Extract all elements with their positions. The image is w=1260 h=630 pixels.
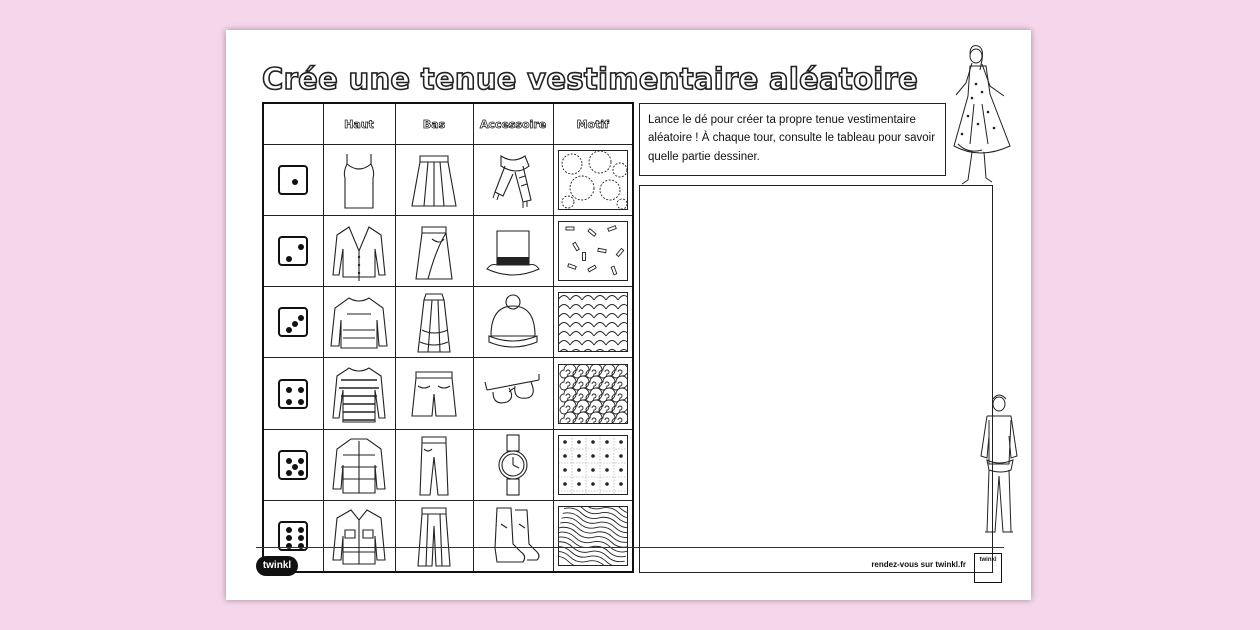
instructions-box: Lance le dé pour créer ta propre tenue vestimentaire aléatoire ! À chaque tour, consulte le tableau pour savoir quelle partie dessiner.	[639, 103, 946, 176]
striped-top-icon	[327, 362, 391, 426]
cell-haut	[323, 287, 395, 358]
die-cell	[263, 358, 323, 429]
grid-dots-pattern-icon	[558, 435, 628, 495]
cell-bas	[395, 145, 473, 216]
quality-badge: twinkl	[974, 553, 1002, 583]
column-header-bas: Bas	[395, 103, 473, 145]
scales-pattern-icon	[558, 292, 628, 352]
dice-3-icon	[278, 307, 308, 337]
column-header-motif: Motif	[553, 103, 633, 145]
dice-1-icon	[278, 165, 308, 195]
footer-divider	[256, 547, 1004, 548]
die-pip	[298, 458, 304, 464]
dice-5-icon	[278, 450, 308, 480]
cell-motif	[553, 500, 633, 572]
waves-pattern-icon	[558, 506, 628, 566]
cell-bas	[395, 358, 473, 429]
column-header-haut: Haut	[323, 103, 395, 145]
cell-haut	[323, 145, 395, 216]
table-header-row	[263, 103, 633, 145]
dice-2-icon	[278, 236, 308, 266]
dice-4-icon	[278, 379, 308, 409]
die-pip	[286, 387, 292, 393]
top-hat-icon	[481, 219, 545, 283]
cell-motif	[553, 145, 633, 216]
trousers-icon	[402, 433, 466, 497]
website-link[interactable]: rendez-vous sur twinkl.fr	[871, 560, 966, 569]
cell-accessoire	[473, 287, 553, 358]
table-row	[263, 287, 633, 358]
denim-jacket-icon	[327, 504, 391, 568]
cell-accessoire	[473, 429, 553, 500]
twinkl-logo[interactable]: twinkl	[256, 556, 298, 576]
die-pip	[292, 179, 298, 185]
swirls-pattern-icon	[558, 364, 628, 424]
die-pip	[292, 321, 298, 327]
corner-cell	[263, 103, 323, 145]
cell-accessoire	[473, 500, 553, 572]
cell-motif	[553, 216, 633, 287]
woman-figure-icon	[948, 44, 1018, 186]
table-row	[263, 500, 633, 572]
sweater-icon	[327, 290, 391, 354]
die-pip	[298, 535, 304, 541]
die-pip	[298, 399, 304, 405]
long-skirt-icon	[402, 290, 466, 354]
die-pip	[286, 327, 292, 333]
skirt-icon	[402, 148, 466, 212]
die-cell	[263, 145, 323, 216]
tank-top-icon	[327, 148, 391, 212]
cell-motif	[553, 429, 633, 500]
die-pip	[286, 527, 292, 533]
cardigan-icon	[327, 219, 391, 283]
sunglasses-icon	[481, 362, 545, 426]
table-row	[263, 145, 633, 216]
cell-bas	[395, 287, 473, 358]
cell-accessoire	[473, 145, 553, 216]
cell-accessoire	[473, 358, 553, 429]
worksheet-title: Crée une tenue vestimentaire aléatoire	[262, 62, 919, 96]
scarf-icon	[481, 148, 545, 212]
man-figure-icon	[971, 390, 1029, 542]
cell-bas	[395, 216, 473, 287]
die-cell	[263, 216, 323, 287]
rectangles-pattern-icon	[558, 221, 628, 281]
wide-trousers-icon	[402, 504, 466, 568]
die-cell	[263, 429, 323, 500]
wrap-skirt-icon	[402, 219, 466, 283]
cell-motif	[553, 287, 633, 358]
die-pip	[286, 256, 292, 262]
cowboy-boots-icon	[481, 504, 545, 568]
table-row	[263, 216, 633, 287]
circles-pattern-icon	[558, 150, 628, 210]
puffer-jacket-icon	[327, 433, 391, 497]
die-pip	[292, 464, 298, 470]
cell-haut	[323, 358, 395, 429]
cell-bas	[395, 500, 473, 572]
watch-icon	[481, 433, 545, 497]
column-header-accessoire: Accessoire	[473, 103, 553, 145]
die-pip	[298, 315, 304, 321]
die-pip	[286, 399, 292, 405]
table-row	[263, 429, 633, 500]
die-pip	[286, 535, 292, 541]
die-pip	[298, 470, 304, 476]
cell-haut	[323, 429, 395, 500]
die-pip	[298, 527, 304, 533]
die-pip	[298, 387, 304, 393]
cell-accessoire	[473, 216, 553, 287]
die-pip	[298, 244, 304, 250]
shorts-icon	[402, 362, 466, 426]
worksheet	[226, 30, 1031, 600]
drawing-area[interactable]	[639, 185, 993, 573]
cell-haut	[323, 216, 395, 287]
cell-bas	[395, 429, 473, 500]
die-cell	[263, 287, 323, 358]
die-pip	[286, 458, 292, 464]
die-pip	[286, 470, 292, 476]
cell-motif	[553, 358, 633, 429]
beanie-icon	[481, 290, 545, 354]
dice-table	[262, 102, 634, 573]
cell-haut	[323, 500, 395, 572]
table-row	[263, 358, 633, 429]
